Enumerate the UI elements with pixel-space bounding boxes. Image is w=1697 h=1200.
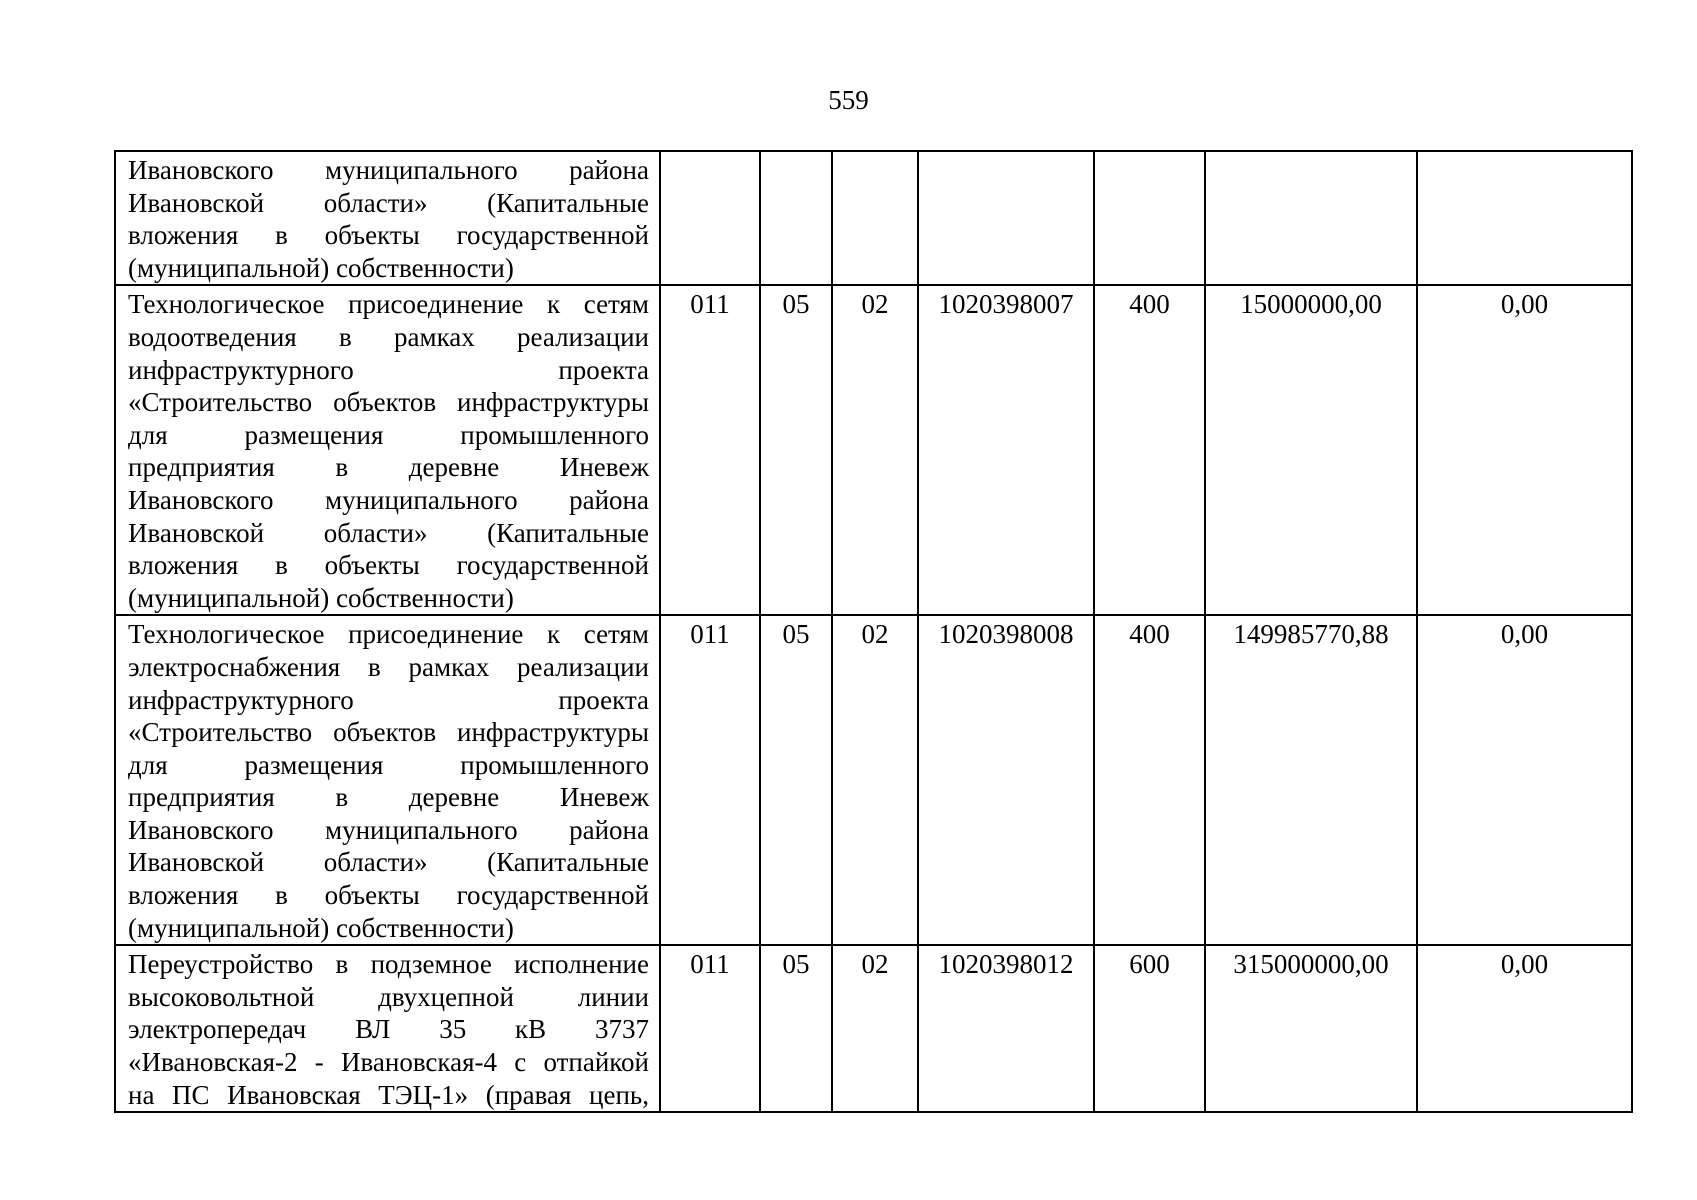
description-line: вложения в объекты государственной <box>128 550 649 581</box>
cell-subsection: 02 <box>832 285 918 615</box>
cell-target <box>918 151 1094 285</box>
row-description <box>115 615 660 945</box>
cell-target: 1020398007 <box>918 285 1094 615</box>
description-line: Ивановского муниципального района <box>128 155 649 185</box>
description-line: вложения в объекты государственной <box>128 880 649 911</box>
table-row <box>115 945 1632 1112</box>
cell-subsection: 02 <box>832 615 918 945</box>
cell-amount-2: 0,00 <box>1417 285 1632 615</box>
description-line: Технологическое присоединение к сетям <box>128 619 649 650</box>
description-line: Ивановской области» (Капитальные <box>128 847 649 878</box>
description-line: «Ивановская-2 - Ивановская-4 с отпайкой <box>128 1047 649 1078</box>
budget-table <box>114 150 1633 1113</box>
cell-admin: 011 <box>660 945 760 1112</box>
description-line: «Строительство объектов инфраструктуры <box>128 387 649 418</box>
table-row <box>115 151 1632 285</box>
description-line: предприятия в деревне Иневеж <box>128 782 649 813</box>
cell-section: 05 <box>760 285 832 615</box>
row-description <box>115 151 660 285</box>
cell-amount-1: 315000000,00 <box>1205 945 1417 1112</box>
description-line: электропередач ВЛ 35 кВ 3737 <box>128 1014 649 1045</box>
description-line: «Строительство объектов инфраструктуры <box>128 717 649 748</box>
cell-amount-2: 0,00 <box>1417 615 1632 945</box>
page-number: 559 <box>828 85 869 115</box>
cell-expense-type: 400 <box>1094 615 1205 945</box>
table-row <box>115 285 1632 615</box>
cell-section <box>760 151 832 285</box>
cell-amount-1 <box>1205 151 1417 285</box>
description-line: электроснабжения в рамках реализации <box>128 651 649 682</box>
cell-expense-type: 600 <box>1094 945 1205 1112</box>
cell-amount-2: 0,00 <box>1417 945 1632 1112</box>
cell-expense-type: 400 <box>1094 285 1205 615</box>
cell-section: 05 <box>760 945 832 1112</box>
description-last-line: (муниципальной) собственности) <box>128 912 514 943</box>
description-line: Ивановского муниципального района <box>128 814 649 845</box>
cell-admin: 011 <box>660 615 760 945</box>
description-line: инфраструктурного проекта <box>128 684 649 715</box>
cell-subsection <box>832 151 918 285</box>
description-line: Ивановской области» (Капитальные <box>128 517 649 548</box>
description-last-line: (муниципальной) собственности) <box>128 582 514 613</box>
description-line: предприятия в деревне Иневеж <box>128 452 649 483</box>
description-line: Технологическое присоединение к сетям <box>128 289 649 320</box>
description-line: для размещения промышленного <box>128 749 649 780</box>
cell-subsection: 02 <box>832 945 918 1112</box>
description-line: водоотведения в рамках реализации <box>128 321 649 352</box>
cell-target: 1020398008 <box>918 615 1094 945</box>
cell-section: 05 <box>760 615 832 945</box>
description-line: вложения в объекты государственной <box>128 220 649 251</box>
cell-expense-type <box>1094 151 1205 285</box>
description-line: инфраструктурного проекта <box>128 354 649 385</box>
cell-amount-1: 149985770,88 <box>1205 615 1417 945</box>
cell-amount-2 <box>1417 151 1632 285</box>
cell-target: 1020398012 <box>918 945 1094 1112</box>
description-last-line: (муниципальной) собственности) <box>128 252 514 283</box>
cell-admin <box>660 151 760 285</box>
cell-admin: 011 <box>660 285 760 615</box>
description-line: для размещения промышленного <box>128 419 649 450</box>
row-description <box>115 945 660 1112</box>
row-description <box>115 285 660 615</box>
description-line: Ивановского муниципального района <box>128 484 649 515</box>
cell-amount-1: 15000000,00 <box>1205 285 1417 615</box>
description-line: высоковольтной двухцепной линии <box>128 981 649 1012</box>
description-line: Ивановской области» (Капитальные <box>128 187 649 218</box>
table-row <box>115 615 1632 945</box>
description-line: Переустройство в подземное исполнение <box>128 949 649 980</box>
description-line: на ПС Ивановская ТЭЦ-1» (правая цепь, <box>128 1079 649 1110</box>
